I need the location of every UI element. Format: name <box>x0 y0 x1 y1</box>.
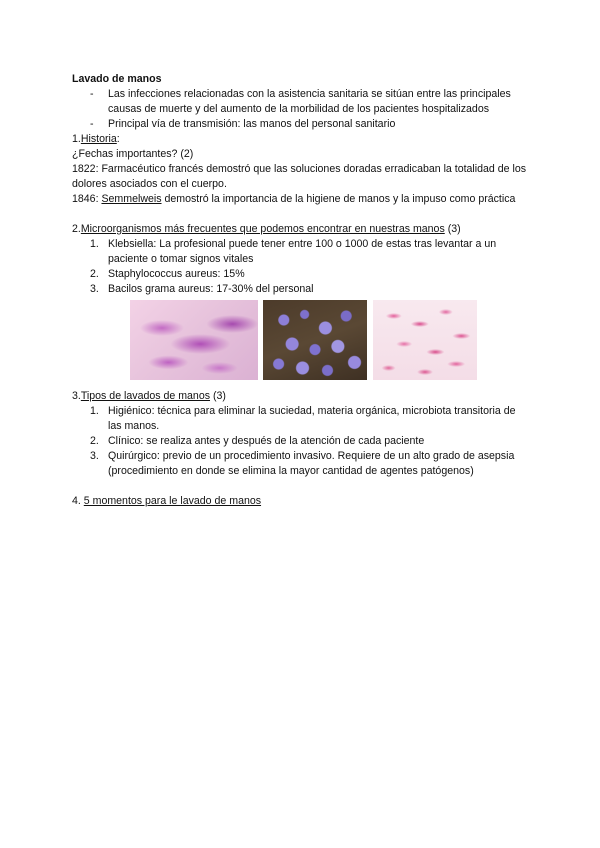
section1-number: 1. <box>72 133 81 145</box>
list-item <box>72 267 530 282</box>
item-number: 1. <box>90 405 99 417</box>
list-item <box>72 434 530 449</box>
intro-bullet-list <box>72 87 530 132</box>
section3-title: Tipos de lavados de manos <box>80 390 211 402</box>
item-text: Staphylococcus aureus: 15% <box>108 268 245 280</box>
section3-number: 3. <box>72 390 81 402</box>
semmelweis-name: Semmelweis <box>101 193 162 205</box>
section1-colon: : <box>116 133 120 145</box>
item-text: Quirúrgico: previo de un procedimiento invasivo. Requiere de un alto grado de asepsia (procedimiento en donde se elimina la mayor cantidad de agentes patógenos) <box>108 450 515 477</box>
item-text: Klebsiella: La profesional puede tener entre 100 o 1000 de estas tras levantar a un paciente o tomar signos vitales <box>108 238 497 265</box>
history-event-1846 <box>72 192 530 207</box>
section2-heading <box>72 222 530 237</box>
item-number: 1. <box>90 238 99 250</box>
klebsiella-image <box>130 300 258 380</box>
section3-heading <box>72 389 530 404</box>
item-number: 3. <box>90 450 99 462</box>
section4-heading <box>72 494 530 509</box>
section3-count: (3) <box>210 390 226 402</box>
document-title: Lavado de manos <box>72 73 162 85</box>
microorganism-images <box>72 300 530 382</box>
gram-bacilli-image <box>373 300 477 380</box>
intro-bullet: - Principal vía de transmisión: las manos del personal sanitario <box>72 117 530 132</box>
handwash-types-list <box>72 404 530 479</box>
list-item <box>72 404 530 434</box>
list-item <box>72 449 530 479</box>
section1-heading <box>72 132 530 147</box>
section1-title: Historia <box>80 133 117 145</box>
section2-title: Microorganismos más frecuentes que podemos encontrar en nuestras manos <box>80 223 445 235</box>
item-number: 3. <box>90 283 99 295</box>
document-content <box>72 72 530 509</box>
item-text: Bacilos grama aureus: 17-30% del personal <box>108 283 314 295</box>
event-year: 1846: <box>72 193 102 205</box>
spacer <box>72 207 530 222</box>
history-event-1822: 1822: Farmacéutico francés demostró que las soluciones doradas erradicaban la totalidad de los dolores asociados con el cuerpo. <box>72 163 527 190</box>
list-item <box>72 282 530 297</box>
staphylococcus-image <box>263 300 367 380</box>
item-number: 2. <box>90 435 99 447</box>
list-item <box>72 237 530 267</box>
item-number: 2. <box>90 268 99 280</box>
item-text: Higiénico: técnica para eliminar la suciedad, materia orgánica, microbiota transitoria de las manos. <box>108 405 516 432</box>
section2-count: (3) <box>444 223 461 235</box>
event-text: demostró la importancia de la higiene de manos y la impuso como práctica <box>161 193 516 205</box>
item-text: Clínico: se realiza antes y después de la atención de cada paciente <box>108 435 425 447</box>
microorganism-list <box>72 237 530 297</box>
section4-title: 5 momentos para le lavado de manos <box>83 495 262 507</box>
section1-question: ¿Fechas importantes? (2) <box>72 148 194 160</box>
spacer <box>72 479 530 494</box>
intro-bullet: - Las infecciones relacionadas con la asistencia sanitaria se sitúan entre las principales causas de muerte y del aumento de la morbilidad de los pacientes hospitalizados <box>72 87 530 117</box>
section2-number: 2. <box>72 223 81 235</box>
section4-number: 4. <box>72 495 84 507</box>
